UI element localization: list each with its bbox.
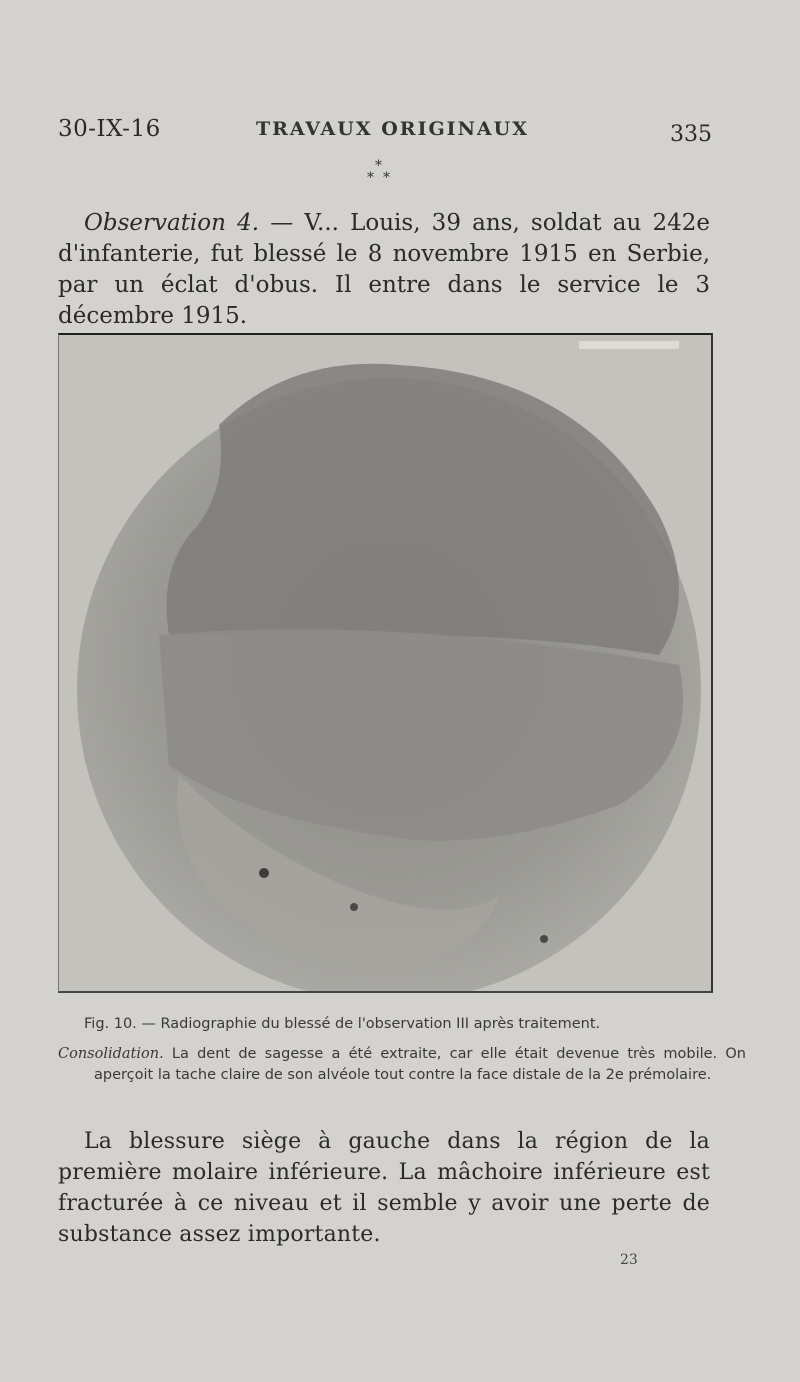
injury-paragraph: La blessure siège à gauche dans la région de la première molaire inférieure. La mâchoire inférieure est fracturée à ce niveau et il semble y avoir une perte de substance assez importante.	[58, 1129, 710, 1247]
running-head	[58, 116, 712, 147]
observation-label: Observation 4.	[84, 210, 260, 236]
running-title: TRAVAUX ORIGINAUX	[256, 118, 529, 140]
caption-label: Consolidation.	[58, 1046, 164, 1062]
figure-caption-body	[58, 1044, 746, 1086]
asterisk-top: *	[375, 158, 382, 174]
observation-text: — V... Louis, 39 ans, soldat au 242e d'infanterie, fut blessé le 8 novembre 1915 en Serbie, par un éclat d'obus. Il entre dans le service le 3 décembre 1915.	[58, 210, 710, 329]
asterisk-right: *	[383, 170, 390, 186]
page-number: 335	[670, 122, 712, 147]
header-date: 30-IX-16	[58, 116, 161, 142]
radiograph-figure	[58, 333, 713, 993]
asterism	[360, 158, 400, 198]
caption-text: La dent de sagesse a été extraite, car elle était devenue très mobile. On aperçoit la tache claire de son alvéole tout contre la face distale de la 2e prémolaire.	[94, 1046, 746, 1083]
radiograph-image	[59, 335, 711, 991]
figure-caption-title: Fig. 10. — Radiographie du blessé de l'observation III après traitement.	[84, 1016, 601, 1032]
observation-paragraph	[58, 208, 710, 332]
asterisk-left: *	[367, 170, 374, 186]
signature-mark: 23	[620, 1252, 638, 1268]
